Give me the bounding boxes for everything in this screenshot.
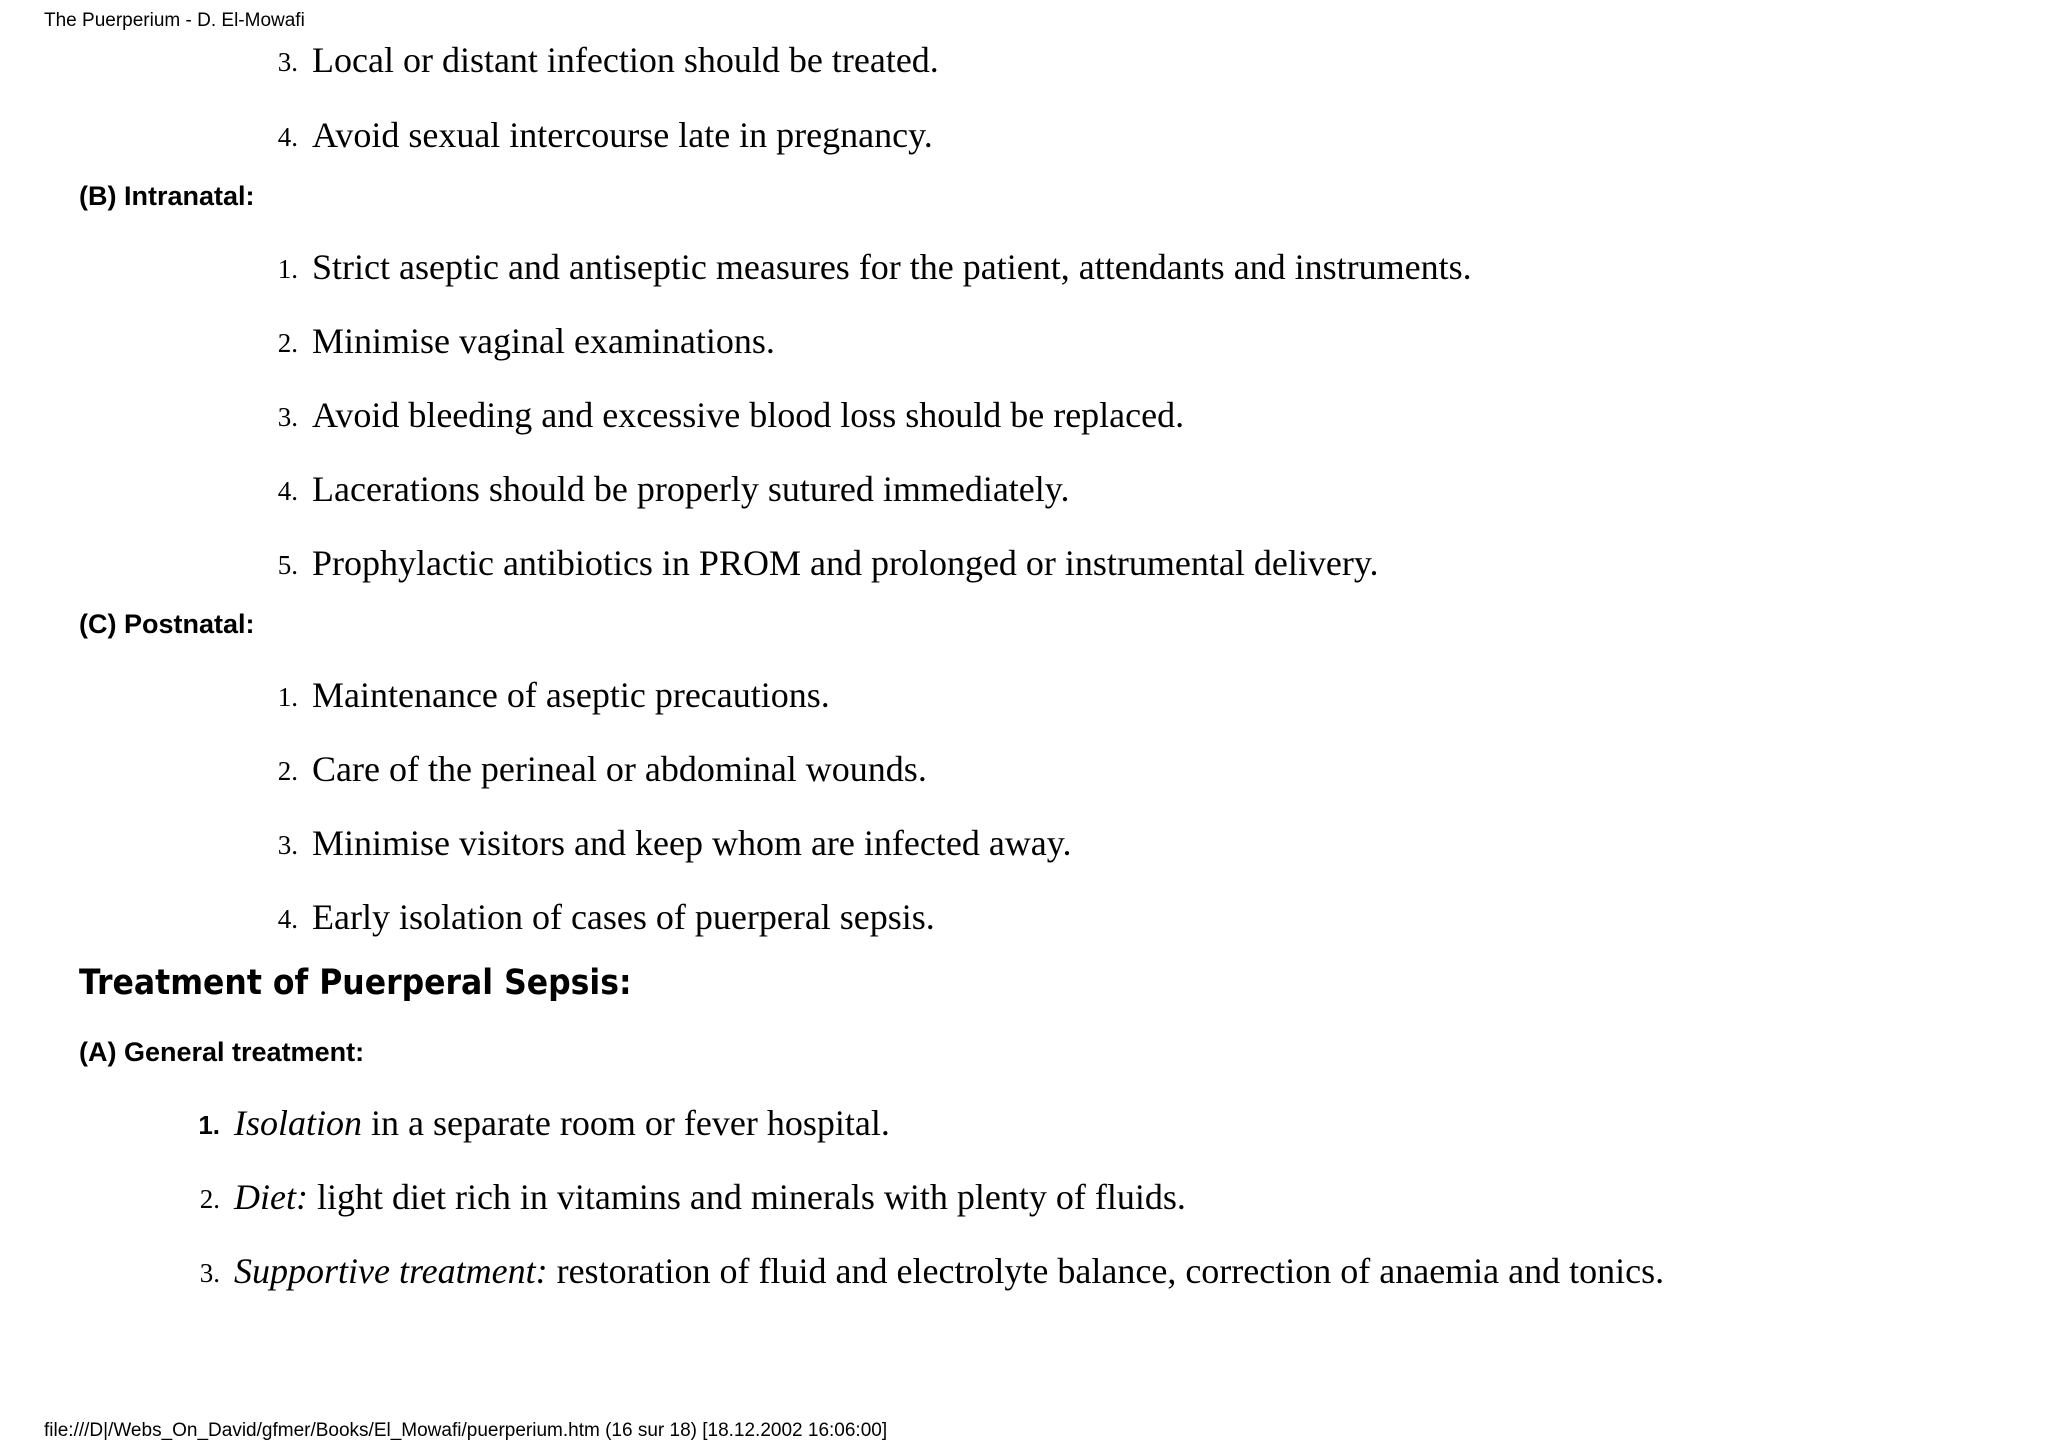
list-item-text: Prophylactic antibiotics in PROM and prolonged or instrumental delivery. (312, 543, 1379, 583)
list-item (277, 245, 1472, 289)
list-item-text: restoration of fluid and electrolyte balance, correction of anaemia and tonics. (547, 1251, 1665, 1291)
list-item-text: Minimise vaginal examinations. (312, 321, 775, 361)
list-item-number: 2. (277, 756, 298, 786)
list-item-number: 2. (199, 1184, 220, 1214)
list-item-number: 3. (277, 47, 298, 77)
list-item-number: 2. (277, 328, 298, 358)
list-item-number: 1. (277, 254, 298, 284)
list-item-number: 1. (198, 1110, 220, 1140)
list-item-text: Lacerations should be properly sutured immediately. (312, 469, 1070, 509)
section-heading-postnatal: (C) Postnatal: (79, 609, 255, 639)
list-item (277, 747, 927, 791)
list-item-text: in a separate room or fever hospital. (362, 1103, 890, 1143)
list-item-number: 4. (277, 476, 298, 506)
list-item-text: light diet rich in vitamins and minerals with plenty of fluids. (307, 1177, 1186, 1217)
list-item (277, 393, 1185, 437)
list-item (277, 673, 830, 717)
list-item-number: 1. (277, 682, 298, 712)
list-item-term: Isolation (234, 1103, 363, 1143)
list-item-number: 3. (277, 402, 298, 432)
list-item (277, 895, 935, 939)
list-item-term: Supportive treatment: (234, 1251, 548, 1291)
list-item-text: Early isolation of cases of puerperal sepsis. (312, 897, 935, 937)
list-item-text: Strict aseptic and antiseptic measures for the patient, attendants and instruments. (312, 247, 1472, 287)
section-title-treatment: Treatment of Puerperal Sepsis: (79, 963, 632, 1003)
page-footer-path: file:///D|/Webs_On_David/gfmer/Books/El_Mowafi/puerperium.htm (16 sur 18) [18.12.2002 16:06:00] (44, 1420, 888, 1441)
list-item-text: Minimise visitors and keep whom are infected away. (312, 823, 1072, 863)
list-item (199, 1175, 1186, 1219)
list-item (277, 541, 1379, 585)
list-item-text: Avoid bleeding and excessive blood loss should be replaced. (312, 395, 1185, 435)
list-item-number: 3. (277, 830, 298, 860)
list-item-text: Care of the perineal or abdominal wounds. (312, 749, 927, 789)
list-item (277, 113, 933, 157)
list-item-number: 3. (199, 1258, 220, 1288)
list-item-text: Avoid sexual intercourse late in pregnancy. (312, 115, 933, 155)
section-heading-intranatal: (B) Intranatal: (79, 181, 255, 211)
list-item-text: Maintenance of aseptic precautions. (312, 675, 830, 715)
list-item (199, 1249, 1665, 1293)
list-item (277, 467, 1070, 511)
list-item (277, 319, 775, 363)
list-item (277, 38, 939, 82)
list-item (198, 1101, 890, 1145)
list-item-text: Local or distant infection should be treated. (312, 40, 939, 80)
list-item (277, 821, 1072, 865)
list-item-number: 4. (277, 904, 298, 934)
list-item-term: Diet: (234, 1177, 308, 1217)
list-item-number: 4. (277, 122, 298, 152)
section-heading-general-treatment: (A) General treatment: (79, 1037, 365, 1067)
list-item-number: 5. (277, 550, 298, 580)
page-header-title: The Puerperium - D. El-Mowafi (44, 10, 305, 31)
